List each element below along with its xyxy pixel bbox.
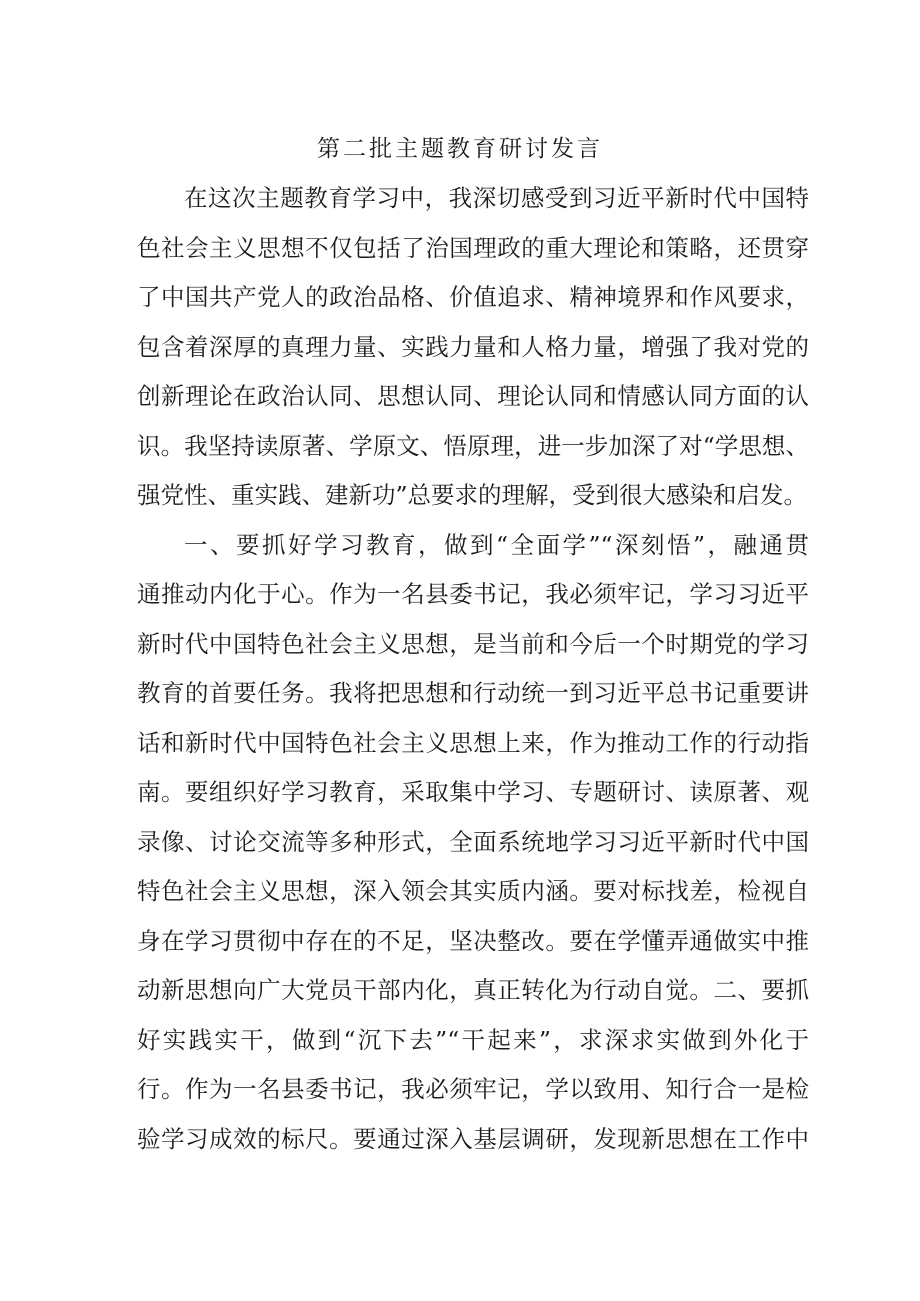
paragraph-line: 特色社会主义思想，深入领会其实质内涵。要对标找差，检视自 xyxy=(137,877,809,905)
paragraph-line: 创新理论在政治认同、思想认同、理论认同和情感认同方面的认 xyxy=(137,382,809,410)
paragraph-line: 话和新时代中国特色社会主义思想上来，作为推动工作的行动指 xyxy=(137,728,809,757)
paragraph-line: 了中国共产党人的政治品格、价值追求、精神境界和作风要求， xyxy=(137,283,809,311)
paragraph-line: 身在学习贯彻中存在的不足，坚决整改。要在学懂弄通做实中推 xyxy=(137,926,809,955)
paragraph-line: 在这次主题教育学习中，我深切感受到习近平新时代中国特 xyxy=(184,184,809,212)
paragraph-line: 教育的首要任务。我将把思想和行动统一到习近平总书记重要讲 xyxy=(137,679,809,707)
paragraph-line: 南。要组织好学习教育，采取集中学习、专题研讨、读原著、观 xyxy=(137,778,809,806)
paragraph-line: 好实践实干，做到“沉下去”“干起来”，求深求实做到外化于 xyxy=(137,1025,809,1054)
paragraph-line: 验学习成效的标尺。要通过深入基层调研，发现新思想在工作中 xyxy=(137,1124,809,1153)
paragraph-line: 录像、讨论交流等多种形式，全面系统地学习习近平新时代中国 xyxy=(137,827,809,856)
paragraph-line: 新时代中国特色社会主义思想，是当前和今后一个时期党的学习 xyxy=(137,629,809,658)
paragraph-line: 行。作为一名县委书记，我必须牢记，学以致用、知行合一是检 xyxy=(137,1075,809,1103)
paragraph-line: 一、要抓好学习教育，做到“全面学”“深刻悟”，融通贯 xyxy=(184,530,809,559)
paragraph-line: 强党性、重实践、建新功”总要求的理解，受到很大感染和启发。 xyxy=(137,481,808,509)
paragraph-line: 通推动内化于心。作为一名县委书记，我必须牢记，学习习近平 xyxy=(137,580,809,608)
document-body xyxy=(137,174,809,1164)
paragraph-line: 动新思想向广大党员干部内化，真正转化为行动自觉。二、要抓 xyxy=(137,976,809,1004)
paragraph-line: 包含着深厚的真理力量、实践力量和人格力量，增强了我对党的 xyxy=(137,332,809,361)
paragraph-line: 色社会主义思想不仅包括了治国理政的重大理论和策略，还贯穿 xyxy=(137,233,809,262)
paragraph-line: 识。我坚持读原著、学原文、悟原理，进一步加深了对“学思想、 xyxy=(137,431,809,460)
document-title: 第二批主题教育研讨发言 xyxy=(317,136,603,162)
